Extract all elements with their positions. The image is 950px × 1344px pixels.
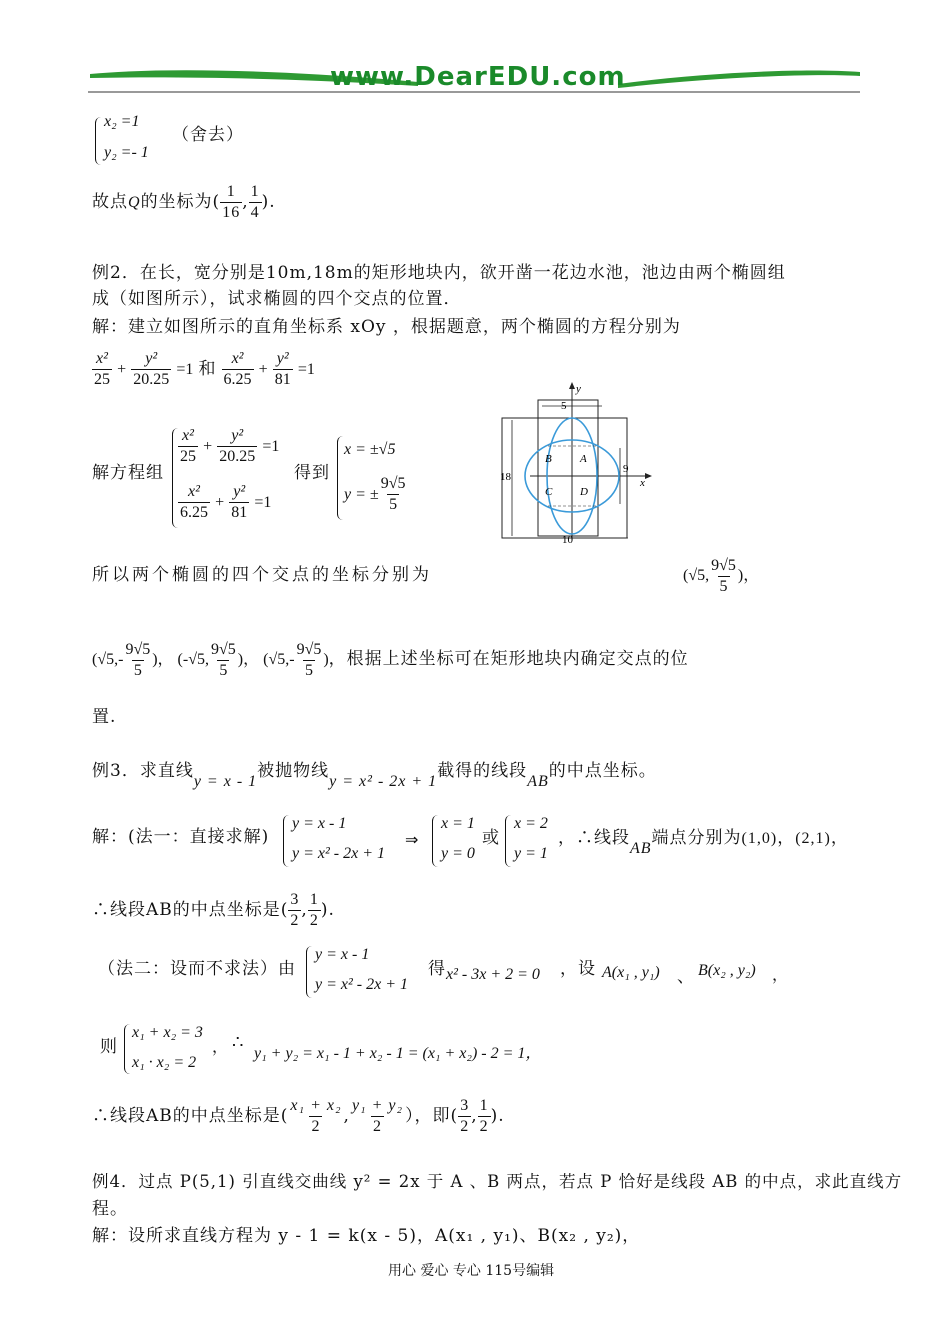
sys2-line1: y = x - 1 (315, 946, 370, 963)
figure-point-c: C (545, 486, 553, 498)
figure-label-18: 18 (500, 471, 511, 483)
four-points-line: 所以两个椭圆的四个交点的坐标分别为 (92, 565, 432, 585)
figure-label-10: 10 (562, 534, 573, 546)
ex4-line2: 程。 (92, 1199, 128, 1219)
sys1-line1: y = x - 1 (292, 815, 347, 832)
eq-y2: y₂ =- 1 (104, 144, 149, 161)
root2-x: x = 2 (514, 815, 548, 832)
point-a: A(x₁ , y₁) (602, 964, 660, 981)
vieta-sum: x₁ + x₂ = 3 (132, 1024, 203, 1041)
or-label: 或 (482, 828, 500, 848)
figure-point-b: B (545, 453, 552, 465)
root1-y: y = 0 (441, 845, 475, 862)
ex3-title: 例3．求直线y = x - 1被抛物线y = x² - 2x + 1截得的线段AB的中点坐标。 (92, 761, 657, 790)
figure-label-5: 5 (561, 400, 567, 412)
set-label: ，设 (560, 959, 596, 979)
midpoint-line-2: ∴线段AB的中点坐标是( $\frac{\text{x₁ + x₂}}{2}$ , $\frac{\text{y₁ + y₂}}{2}$ ），即( $\frac{3}{2}$ , $\frac{1}{2}$ ). (92, 1097, 505, 1135)
got-label: 得到 (294, 463, 330, 483)
ellipse-figure (490, 380, 660, 550)
point-b: B(x₂ , y₂) (698, 962, 756, 979)
ex4-line1: 例4．过点 P(5,1) 引直线交曲线 y² = 2x 于 A 、B 两点，若点 P 恰好是线段 AB 的中点，求此直线方 (92, 1172, 903, 1191)
figure-axis-x: x (640, 477, 645, 489)
ellipse-equations: $\frac{\text{x²}}{25}$ + $\frac{\text{y²}}{20.25}$ =1 和 $\frac{\text{x²}}{6.25}$ + $\frac{\text{y²}}{81}$ =1 (94, 350, 315, 388)
ex2-line2: 成（如图所示），试求椭圆的四个交点的位置． (92, 289, 462, 309)
midpoint-line-1: ∴线段AB的中点坐标是( $\frac{3}{2}$ , $\frac{1}{2}$ ). (92, 891, 335, 929)
vieta-product: x₁ · x₂ = 2 (132, 1054, 197, 1071)
sys2-line2: y = x² - 2x + 1 (315, 976, 409, 993)
then-label: 则 (100, 1037, 118, 1057)
page-footer: 用心 爱心 专心 115号编辑 (388, 1263, 555, 1279)
site-logo: www.DearEDU.com (330, 62, 626, 92)
implies-arrow: ⇒ (405, 832, 419, 849)
root2-y: y = 1 (514, 845, 548, 862)
system-eq-2: $\frac{\text{x²}}{6.25}$ + $\frac{\text{y²}}{81}$ =1 (180, 483, 272, 521)
q-coordinate-line: 故点Q的坐标为( $\frac{1}{16}$ , $\frac{1}{4}$ ). (92, 183, 276, 221)
point-1: (√5, $\frac{9√5}{5}$ )， (683, 557, 760, 595)
solution-x: x = ±√5 (344, 441, 396, 458)
root1-x: x = 1 (441, 815, 475, 832)
figure-point-a: A (580, 453, 587, 465)
sep-mark: 、 (677, 967, 695, 987)
figure-point-d: D (580, 486, 588, 498)
endpoints-text: ，∴线段AB端点分别为(1,0)，(2,1)， (558, 828, 849, 857)
ex3-method2-label: （法二：设而不求法）由 (98, 959, 296, 979)
discard-note: （舍去） (172, 125, 244, 145)
got-label-2: 得 (428, 959, 446, 979)
ex2-line3: 解：建立如图所示的直角坐标系 xOy ，根据题意，两个椭圆的方程分别为 (92, 317, 681, 337)
figure-label-9: 9 (623, 463, 629, 475)
sys1-line2: y = x² - 2x + 1 (292, 845, 386, 862)
solution-y: y = ± $\frac{9√5}{5}$ (344, 475, 406, 513)
ex2-line1: 例2．在长，宽分别是10m,18m的矩形地块内，欲开凿一花边水池，池边由两个椭圆组 (92, 263, 786, 283)
ex4-line3: 解：设所求直线方程为 y - 1 = k(x - 5)，A(x₁ , y₁)、B(x₂ , y₂)， (92, 1226, 641, 1246)
y-sum-equation: y₁ + y₂ = x₁ - 1 + x₂ - 1 = (x₁ + x₂) - 2 = 1， (254, 1045, 542, 1062)
figure-axis-y: y (576, 383, 581, 395)
ex3-method1-label: 解：(法一：直接求解) (92, 827, 270, 847)
ex2-end: 置. (92, 707, 117, 727)
solve-label: 解方程组 (92, 463, 164, 483)
quadratic: x² - 3x + 2 = 0 (446, 966, 540, 983)
system-eq-1: $\frac{\text{x²}}{25}$ + $\frac{\text{y²}}{20.25}$ =1 (180, 427, 280, 465)
therefore-symbol: ∴ (232, 1032, 244, 1052)
points-2-4: (√5,- $\frac{9√5}{5}$ )， (-√5, $\frac{9√5}{5}$ )， (√5,- $\frac{9√5}{5}$ )，根据上述坐标可在矩形地块内确定交点的位 (92, 641, 689, 679)
eq-x2: x₂ =1 (104, 113, 140, 130)
